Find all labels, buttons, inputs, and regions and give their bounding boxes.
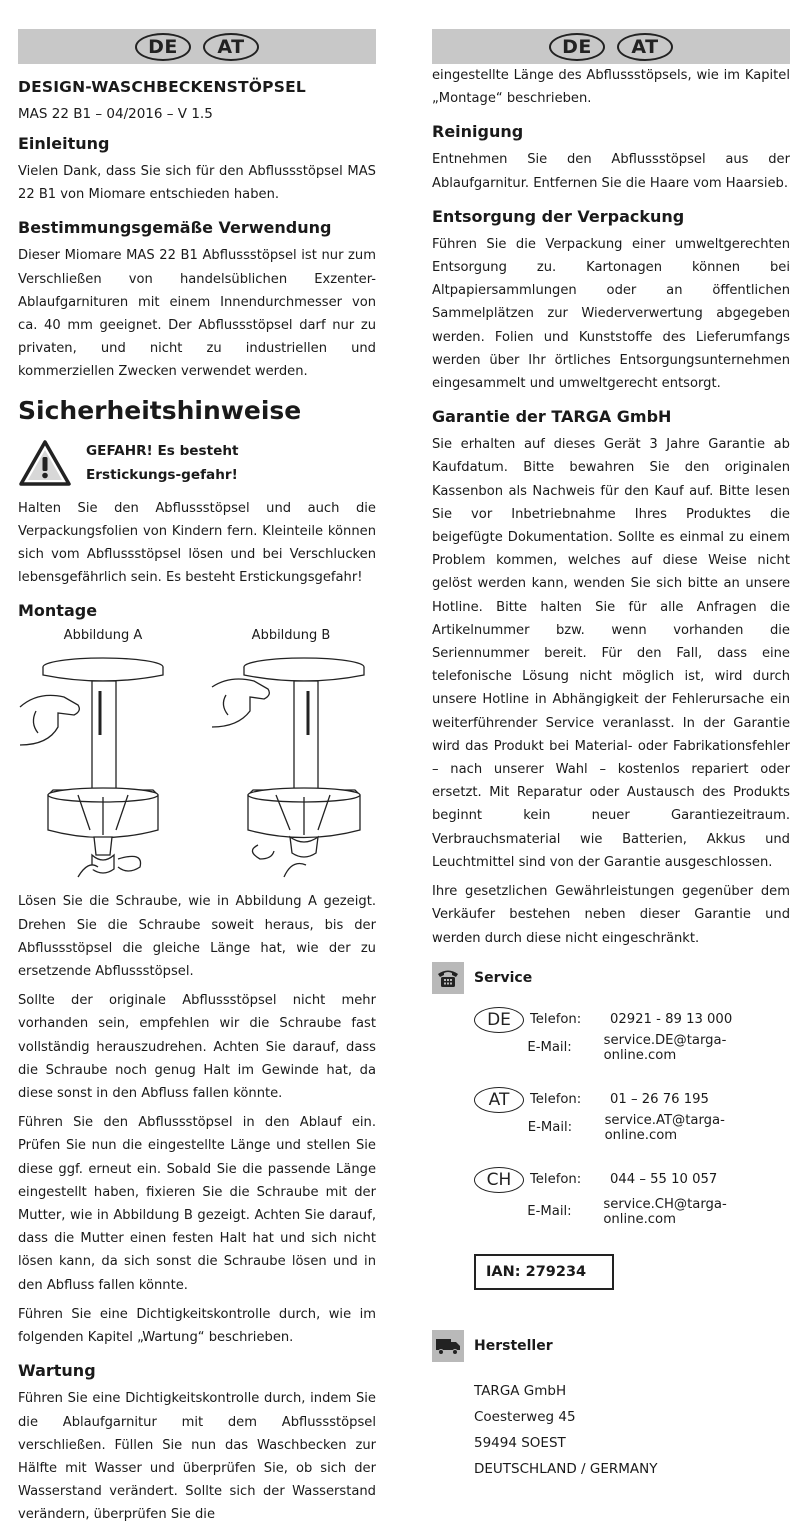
text-einleitung: Vielen Dank, dass Sie sich für den Abflussstöpsel MAS 22 B1 von Miomare entschieden haben. <box>18 164 376 203</box>
heading-garantie: Garantie der TARGA GmbH <box>432 407 672 427</box>
ian-box: IAN: 279234 <box>474 1254 614 1290</box>
country-badge-de: DE <box>474 1007 524 1033</box>
stopper-illustration-b <box>206 655 376 880</box>
lang-badge-de-right: DE <box>549 33 605 61</box>
heading-entsorgung: Entsorgung der Verpackung <box>432 206 685 226</box>
text-montage-4: Führen Sie eine Dichtigkeitskontrolle durch, wie im folgenden Kapitel „Wartung“ beschrieben. <box>18 1306 376 1346</box>
address-line: TARGA GmbH <box>474 1382 567 1399</box>
text-verwendung: Dieser Miomare MAS 22 B1 Abflussstöpsel ist nur zum Verschließen von handelsüblichen Exzenter-Ablaufgarnituren mit einem Innendurchmesser von ca. 40 mm geeignet. Der Abflussstöpsel darf nur zu privaten, und nicht zu industriellen und kommerziellen Zwecken verwendet werden. <box>18 248 376 380</box>
email-ch[interactable]: service.CH@targa-online.com <box>603 1196 727 1227</box>
contact-de-mail-row <box>474 1034 790 1062</box>
lang-badge-at: AT <box>203 33 259 61</box>
text-entsorgung: Führen Sie die Verpackung einer umweltgerechten Entsorgung zu. Kartonagen können bei Altpapiersammlungen oder an öffentlichen Sammelplätzen zur Wiederverwertung abgegeben werden. Folien und Kunststoffe des Lieferumfangs werden über Ihr örtliches Entsorgungsunternehmen eingesammelt und umweltgerecht entsorgt. <box>432 236 790 392</box>
left-column <box>18 29 376 1533</box>
mail-label: E-Mail: <box>527 1040 572 1056</box>
text-montage-3: Führen Sie den Abflussstöpsel in den Ablauf ein. Prüfen Sie nun die eingestellte Länge und stellen Sie diese ggf. erneut ein. Sobald Sie die passende Länge eingestellt haben, fixieren Sie die Schraube mit der Mutter, wie in Abbildung B gezeigt. Achten Sie darauf, dass die Mutter einen festen Halt hat und sich nicht lösen kann, da sich sonst die Schraube lösen und in den Abfluss fallen könnte. <box>18 1115 376 1293</box>
email-at[interactable]: service.AT@targa-online.com <box>604 1112 725 1143</box>
contact-de-phone-row <box>474 1006 790 1034</box>
text-garantie-2: Ihre gesetzlichen Gewährleistungen gegenüber dem Verkäufer bestehen neben dieser Garantie und werden durch diese nicht eingeschränkt. <box>432 884 790 946</box>
document-title: DESIGN-WASCHBECKENSTÖPSEL <box>18 78 306 96</box>
warning-block <box>18 439 376 487</box>
right-column <box>432 29 790 1482</box>
warning-triangle-icon <box>18 439 72 487</box>
phone-label: Telefon: <box>530 1172 582 1188</box>
warning-text: GEFAHR! Es besteht Erstickungs-gefahr! <box>86 442 239 483</box>
figures <box>18 628 376 880</box>
phone-label: Telefon: <box>530 1012 582 1028</box>
mail-label: E-Mail: <box>527 1120 573 1136</box>
lang-badge-de: DE <box>135 33 191 61</box>
text-wartung-continued: eingestellte Länge des Abflussstöpsels, wie im Kapitel „Montage“ beschrieben. <box>432 68 790 107</box>
hersteller-heading: Hersteller <box>474 1337 553 1354</box>
figure-a <box>18 628 188 880</box>
figure-a-caption: Abbildung A <box>63 628 143 644</box>
contact-at <box>474 1086 790 1142</box>
address-line: DEUTSCHLAND / GERMANY <box>474 1460 658 1477</box>
telephone-icon <box>432 962 464 994</box>
heading-einleitung: Einleitung <box>18 134 110 153</box>
phone-label: Telefon: <box>530 1092 582 1108</box>
heading-wartung: Wartung <box>18 1361 96 1381</box>
truck-icon <box>432 1330 464 1362</box>
figure-b-caption: Abbildung B <box>251 628 331 644</box>
heading-reinigung: Reinigung <box>432 122 524 142</box>
text-wartung: Führen Sie eine Dichtigkeitskontrolle durch, indem Sie die Ablaufgarnitur mit dem Abflussstöpsel verschließen. Füllen Sie nun das Waschbecken zur Hälfte mit Wasser und überprüfen Sie, ob sich der Wasserstand verändert. Sollte sich der Wasserstand verändern, überprüfen Sie die <box>18 1391 376 1523</box>
text-garantie-1: Sie erhalten auf dieses Gerät 3 Jahre Garantie ab Kaufdatum. Bitte bewahren Sie den originalen Kassenbon als Nachweis für den Kauf auf. Bitte lesen Sie vor Inbetriebnahme Ihres Produktes die beigefügte Dokumentation. Sollte es einmal zu einem Problem kommen, welches auf diese Weise nicht gelöst werden kann, wenden Sie sich bitte an unsere Hotline. Bitte halten Sie für alle Anfragen die Artikelnummer bzw. wenn vorhanden die Seriennummer bereit. Für den Fall, dass eine telefonische Lösung nicht möglich ist, wird durch unsere Hotline in Abhängigkeit der Fehlerursache ein weiterführender Service veranlasst. In der Garantie wird das Produkt bei Material- oder Fabrikationsfehler – nach unserer Wahl – kostenlos repariert oder ersetzt. Mit Reparatur oder Austausch des Produkts beginnt kein neuer Garantiezeitraum. Verbrauchsmaterial wie Batterien, Akkus und Leuchtmittel sind von der Garantie ausgeschlossen. <box>432 437 790 870</box>
email-de[interactable]: service.DE@targa-online.com <box>603 1032 727 1063</box>
phone-at: 01 – 26 76 195 <box>610 1092 709 1108</box>
text-montage-2: Sollte der originale Abflussstöpsel nicht mehr vorhanden sein, empfehlen wir die Schraube fast vollständig herauszudrehen. Achten Sie darauf, dass die Schraube noch genug Halt im Gewinde hat, da diese sonst in den Abfluss fallen könnte. <box>18 993 376 1102</box>
heading-montage: Montage <box>18 601 98 621</box>
phone-ch: 044 – 55 10 057 <box>610 1172 718 1188</box>
model-version: MAS 22 B1 – 04/2016 – V 1.5 <box>18 106 213 122</box>
service-header <box>432 962 790 994</box>
address-line: 59494 SOEST <box>474 1434 566 1451</box>
country-badge-ch: CH <box>474 1167 524 1193</box>
country-badge-at: AT <box>474 1087 524 1113</box>
stopper-illustration-a <box>18 655 188 880</box>
manufacturer-address <box>474 1378 790 1482</box>
text-sicherheit: Halten Sie den Abflussstöpsel und auch die Verpackungsfolien von Kindern fern. Kleinteile können sich vom Abflussstöpsel lösen und bei Verschlucken lebensgefährlich sein. Es besteht Erstickungsgefahr! <box>18 500 376 586</box>
contact-ch-mail-row <box>474 1198 790 1226</box>
contact-ch <box>474 1166 790 1226</box>
contact-at-mail-row <box>474 1114 790 1142</box>
contact-at-phone-row <box>474 1086 790 1114</box>
address-line: Coesterweg 45 <box>474 1408 576 1425</box>
contact-de <box>474 1006 790 1062</box>
text-montage-1: Lösen Sie die Schraube, wie in Abbildung A gezeigt. Drehen Sie die Schraube soweit heraus, bis der Abflussstöpsel die gleiche Länge hat, wie der zu ersetzende Abflussstöpsel. <box>18 894 376 980</box>
lang-badge-at-right: AT <box>617 33 673 61</box>
service-heading: Service <box>474 969 533 986</box>
language-bar <box>18 29 376 64</box>
language-bar-right <box>432 29 790 64</box>
text-reinigung: Entnehmen Sie den Abflussstöpsel aus der Ablaufgarnitur. Entfernen Sie die Haare vom Haarsieb. <box>432 152 790 191</box>
hersteller-header <box>432 1330 790 1362</box>
heading-sicherheitshinweise: Sicherheitshinweise <box>18 395 302 425</box>
figure-b <box>206 628 376 880</box>
contact-ch-phone-row <box>474 1166 790 1194</box>
heading-verwendung: Bestimmungsgemäße Verwendung <box>18 218 332 238</box>
phone-de: 02921 - 89 13 000 <box>610 1012 733 1028</box>
mail-label: E-Mail: <box>527 1204 572 1220</box>
